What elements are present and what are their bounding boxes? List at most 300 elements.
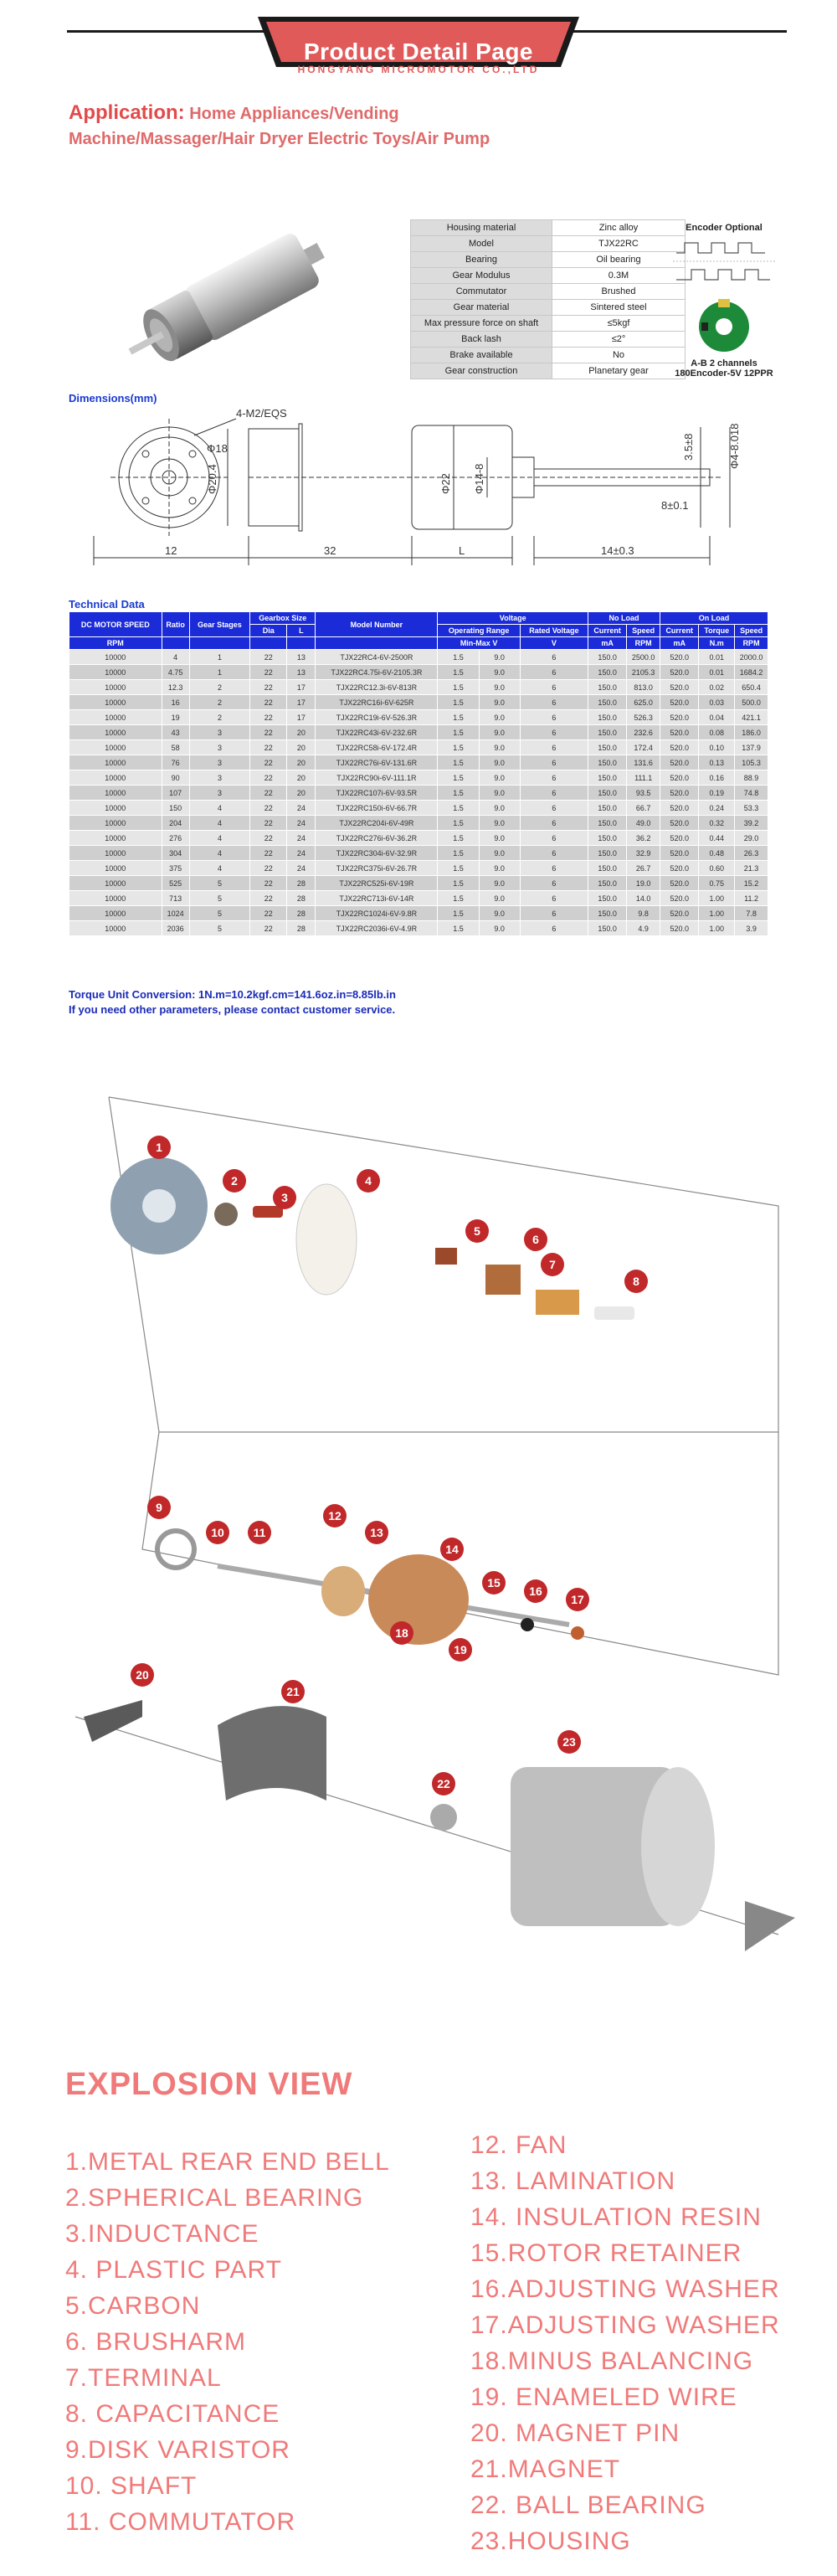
table-cell: 24 [287, 846, 316, 861]
table-cell: 24 [287, 816, 316, 831]
part-number-label: 21 [286, 1685, 300, 1698]
table-cell: 58 [162, 740, 189, 755]
spec-value: 0.3M [552, 268, 686, 284]
table-cell: 14.0 [627, 891, 660, 906]
encoder-caption2: 180Encoder-5V 12PPR [675, 368, 773, 379]
table-cell: 10000 [69, 876, 162, 891]
table-cell: 5 [189, 876, 249, 891]
part-item: 2.SPHERICAL BEARING [65, 2184, 364, 2212]
page-title: Product Detail Page [303, 39, 533, 64]
spec-value: ≤2° [552, 332, 686, 348]
table-cell: 421.1 [735, 710, 768, 725]
table-cell: 520.0 [660, 650, 699, 665]
table-cell: 19.0 [627, 876, 660, 891]
table-cell: 0.02 [699, 680, 735, 695]
table-cell: 3 [189, 740, 249, 755]
table-cell: 20 [287, 725, 316, 740]
table-cell: 520.0 [660, 740, 699, 755]
table-cell: 6 [520, 876, 588, 891]
table-cell: 0.48 [699, 846, 735, 861]
spec-key: Gear Modulus [411, 268, 552, 284]
encoder-caption1: A-B 2 channels [691, 358, 757, 368]
table-cell: TJX22RC12.3i-6V-813R [316, 680, 438, 695]
table-cell: 28 [287, 876, 316, 891]
table-cell: 525 [162, 876, 189, 891]
table-cell: 22 [250, 891, 287, 906]
table-row [69, 786, 768, 801]
table-cell: 4.9 [627, 921, 660, 936]
table-cell: 520.0 [660, 695, 699, 710]
table-cell: 105.3 [735, 755, 768, 770]
part-item: 4. PLASTIC PART [65, 2256, 282, 2284]
th-current2: Current [660, 625, 699, 637]
table-row [69, 846, 768, 861]
table-cell: 2 [189, 680, 249, 695]
table-cell: 150.0 [588, 770, 627, 786]
table-cell: 9.0 [479, 650, 520, 665]
dim-h8-label: 8±0.1 [661, 499, 689, 512]
table-cell: 4 [189, 846, 249, 861]
th-op: Operating Range [438, 625, 520, 637]
table-cell: 22 [250, 665, 287, 680]
table-cell: 10000 [69, 770, 162, 786]
table-cell: 6 [520, 680, 588, 695]
spec-value: ≤5kgf [552, 316, 686, 332]
dim-s35-label: 3.5±8 [682, 433, 695, 461]
dim-w32-label: 32 [324, 544, 336, 557]
dim-d22-label: Φ22 [439, 473, 452, 494]
table-cell: TJX22RC204i-6V-49R [316, 816, 438, 831]
table-cell: 10000 [69, 695, 162, 710]
explosion-diagram [59, 1080, 795, 1985]
part-number-label: 9 [156, 1501, 162, 1514]
table-cell: 19 [162, 710, 189, 725]
table-cell: 10000 [69, 816, 162, 831]
th-voltage: Voltage [438, 612, 588, 625]
th-unit-nm: N.m [699, 637, 735, 650]
dimensions-label: Dimensions(mm) [69, 392, 157, 404]
table-cell: 1024 [162, 906, 189, 921]
table-cell: 9.0 [479, 755, 520, 770]
table-cell: 20 [287, 770, 316, 786]
table-cell: 9.0 [479, 695, 520, 710]
table-cell: TJX22RC16i-6V-625R [316, 695, 438, 710]
table-cell: 137.9 [735, 740, 768, 755]
table-cell: 4 [189, 831, 249, 846]
table-cell: 131.6 [627, 755, 660, 770]
table-cell: 36.2 [627, 831, 660, 846]
table-cell: TJX22RC276i-6V-36.2R [316, 831, 438, 846]
table-cell: 9.0 [479, 921, 520, 936]
part-number-label: 5 [474, 1224, 480, 1238]
part-number-label: 12 [328, 1509, 341, 1522]
table-row [69, 891, 768, 906]
table-cell: 500.0 [735, 695, 768, 710]
table-cell: 24 [287, 831, 316, 846]
table-cell: 9.0 [479, 740, 520, 755]
table-cell: 26.7 [627, 861, 660, 876]
th-speed: Speed [627, 625, 660, 637]
table-cell: 1.5 [438, 846, 479, 861]
table-cell: 10000 [69, 650, 162, 665]
table-cell: 1.5 [438, 891, 479, 906]
th-unit-rpm2: RPM [627, 637, 660, 650]
table-cell: 6 [520, 755, 588, 770]
table-cell: 150.0 [588, 725, 627, 740]
table-row [69, 710, 768, 725]
table-cell: 39.2 [735, 816, 768, 831]
table-cell: 10000 [69, 921, 162, 936]
table-cell: 150.0 [588, 786, 627, 801]
part-item: 13. LAMINATION [470, 2167, 676, 2195]
table-cell: 1.5 [438, 801, 479, 816]
th-unit-ma2: mA [660, 637, 699, 650]
table-cell: 22 [250, 846, 287, 861]
table-cell: 6 [520, 710, 588, 725]
table-cell: 28 [287, 921, 316, 936]
part-item: 1.METAL REAR END BELL [65, 2148, 390, 2176]
part-item: 22. BALL BEARING [470, 2491, 706, 2519]
table-cell: 10000 [69, 786, 162, 801]
table-cell: TJX22RC107i-6V-93.5R [316, 786, 438, 801]
table-cell: 6 [520, 846, 588, 861]
table-cell: 650.4 [735, 680, 768, 695]
table-cell: 276 [162, 831, 189, 846]
part-number-label: 13 [370, 1526, 383, 1539]
table-cell: 9.0 [479, 680, 520, 695]
table-cell: 22 [250, 710, 287, 725]
table-cell: 4 [189, 861, 249, 876]
application-line2: Machine/Massager/Hair Dryer Electric Toys/Air Pump [69, 130, 490, 148]
table-cell: 1.5 [438, 665, 479, 680]
table-cell: 10000 [69, 801, 162, 816]
table-cell: 22 [250, 921, 287, 936]
part-item: 12. FAN [470, 2131, 567, 2159]
spec-key: Model [411, 236, 552, 252]
technical-data-label: Technical Data [69, 598, 145, 611]
contact-note: If you need other parameters, please contact customer service. [69, 1003, 396, 1016]
table-cell: 9.0 [479, 906, 520, 921]
encoder-waveform-icon [670, 236, 778, 295]
table-row [69, 650, 768, 665]
table-cell: 150.0 [588, 710, 627, 725]
technical-data-table [69, 611, 768, 936]
table-cell: 0.10 [699, 740, 735, 755]
table-cell: 10000 [69, 710, 162, 725]
table-cell: 9.0 [479, 831, 520, 846]
th-unit-v: V [520, 637, 588, 650]
table-cell: 0.32 [699, 816, 735, 831]
table-cell: 10000 [69, 725, 162, 740]
application-line1: Home Appliances/Vending [189, 105, 399, 123]
table-cell: 9.0 [479, 665, 520, 680]
table-cell: 3 [189, 755, 249, 770]
table-cell: 20 [287, 755, 316, 770]
spec-value: Planetary gear [552, 363, 686, 379]
table-cell: 6 [520, 831, 588, 846]
part-number-label: 22 [437, 1777, 450, 1790]
table-cell: 150.0 [588, 921, 627, 936]
table-cell: 43 [162, 725, 189, 740]
table-cell: 1.5 [438, 650, 479, 665]
table-row [69, 725, 768, 740]
table-cell: 1.5 [438, 725, 479, 740]
part-item: 17.ADJUSTING WASHER [470, 2311, 780, 2339]
table-cell: 28 [287, 906, 316, 921]
table-cell: 22 [250, 770, 287, 786]
table-cell: 29.0 [735, 831, 768, 846]
table-cell: 150.0 [588, 891, 627, 906]
table-cell: 13 [287, 665, 316, 680]
table-cell: 6 [520, 740, 588, 755]
table-cell: 4 [189, 816, 249, 831]
table-cell: 520.0 [660, 831, 699, 846]
part-item: 11. COMMUTATOR [65, 2508, 296, 2536]
table-cell: 1.00 [699, 921, 735, 936]
table-cell: 1.5 [438, 695, 479, 710]
torque-conversion-note: Torque Unit Conversion: 1N.m=10.2kgf.cm=141.6oz.in=8.85lb.in [69, 988, 396, 1001]
table-cell: 4 [189, 801, 249, 816]
table-cell: 625.0 [627, 695, 660, 710]
table-cell: 22 [250, 831, 287, 846]
part-number-label: 3 [281, 1191, 288, 1204]
table-cell: 6 [520, 725, 588, 740]
table-cell: 74.8 [735, 786, 768, 801]
table-cell: 150.0 [588, 740, 627, 755]
table-cell: 0.60 [699, 861, 735, 876]
part-item: 3.INDUCTANCE [65, 2220, 259, 2248]
table-cell: 1.5 [438, 876, 479, 891]
table-cell: 150.0 [588, 665, 627, 680]
table-cell: 22 [250, 650, 287, 665]
table-cell: 1.5 [438, 906, 479, 921]
parts-list-right [470, 2127, 780, 2559]
table-cell: 12.3 [162, 680, 189, 695]
table-cell: 150.0 [588, 801, 627, 816]
part-number-label: 19 [454, 1643, 467, 1656]
part-item: 9.DISK VARISTOR [65, 2436, 290, 2464]
table-cell: 21.3 [735, 861, 768, 876]
table-cell: 2000.0 [735, 650, 768, 665]
table-cell: 1.00 [699, 891, 735, 906]
application-label: Application: [69, 101, 185, 124]
table-cell: 1.00 [699, 906, 735, 921]
table-cell: 5 [189, 921, 249, 936]
spec-value: Sintered steel [552, 300, 686, 316]
table-cell: 9.0 [479, 861, 520, 876]
table-row [69, 755, 768, 770]
table-cell: 17 [287, 710, 316, 725]
dim-L-label: L [459, 544, 465, 557]
table-cell: 520.0 [660, 816, 699, 831]
th-torque: Torque [699, 625, 735, 637]
table-cell: 150.0 [588, 906, 627, 921]
table-cell: 150.0 [588, 846, 627, 861]
th-speed2: Speed [735, 625, 768, 637]
table-cell: 24 [287, 861, 316, 876]
table-cell: 520.0 [660, 786, 699, 801]
dim-holes-label: 4-M2/EQS [236, 407, 287, 420]
table-cell: 150.0 [588, 695, 627, 710]
spec-key: Commutator [411, 284, 552, 300]
table-cell: 1.5 [438, 770, 479, 786]
part-item: 5.CARBON [65, 2292, 201, 2320]
table-cell: 24 [287, 801, 316, 816]
table-cell: 22 [250, 801, 287, 816]
table-cell: 22 [250, 906, 287, 921]
table-cell: 17 [287, 680, 316, 695]
part-item: 14. INSULATION RESIN [470, 2203, 762, 2231]
table-cell: 1.5 [438, 740, 479, 755]
table-cell: 6 [520, 665, 588, 680]
table-cell: 0.16 [699, 770, 735, 786]
table-cell: 10000 [69, 906, 162, 921]
table-row [69, 801, 768, 816]
table-cell: 150 [162, 801, 189, 816]
table-cell: 813.0 [627, 680, 660, 695]
table-cell: 1.5 [438, 816, 479, 831]
th-dc: DC MOTOR SPEED [69, 612, 162, 637]
table-cell: 1 [189, 650, 249, 665]
table-cell: 93.5 [627, 786, 660, 801]
table-cell: 0.44 [699, 831, 735, 846]
spec-value: Zinc alloy [552, 220, 686, 236]
table-cell: 6 [520, 921, 588, 936]
table-cell: 3 [189, 770, 249, 786]
table-cell: 520.0 [660, 846, 699, 861]
table-cell: 1 [189, 665, 249, 680]
th-l: L [287, 625, 316, 637]
table-cell: 9.0 [479, 891, 520, 906]
table-cell: 22 [250, 755, 287, 770]
table-cell: 10000 [69, 846, 162, 861]
table-cell: 3.9 [735, 921, 768, 936]
part-item: 8. CAPACITANCE [65, 2400, 280, 2428]
table-cell: 22 [250, 725, 287, 740]
table-cell: 9.0 [479, 710, 520, 725]
part-number-label: 4 [365, 1174, 372, 1188]
part-item: 19. ENAMELED WIRE [470, 2383, 737, 2411]
part-number-label: 7 [549, 1258, 556, 1271]
table-cell: 526.3 [627, 710, 660, 725]
table-cell: TJX22RC4.75i-6V-2105.3R [316, 665, 438, 680]
table-cell: 16 [162, 695, 189, 710]
company-name: HONGYANG MICROMOTOR CO.,LTD [297, 64, 540, 75]
part-item: 15.ROTOR RETAINER [470, 2239, 742, 2267]
table-cell: 0.24 [699, 801, 735, 816]
table-cell: 9.8 [627, 906, 660, 921]
table-cell: 2105.3 [627, 665, 660, 680]
table-cell: 76 [162, 755, 189, 770]
encoder-board-icon [695, 297, 753, 356]
table-cell: 10000 [69, 755, 162, 770]
table-cell: 172.4 [627, 740, 660, 755]
table-cell: 2 [189, 710, 249, 725]
spec-key: Back lash [411, 332, 552, 348]
table-cell: 22 [250, 876, 287, 891]
spec-key: Max pressure force on shaft [411, 316, 552, 332]
part-item: 7.TERMINAL [65, 2364, 222, 2392]
table-cell: 520.0 [660, 725, 699, 740]
application-text [69, 100, 772, 152]
dim-d18-label: Φ18 [207, 442, 228, 455]
table-row [69, 861, 768, 876]
spec-value: TJX22RC [552, 236, 686, 252]
table-cell: 10000 [69, 680, 162, 695]
spec-value: No [552, 348, 686, 363]
table-cell: 6 [520, 650, 588, 665]
table-cell: 22 [250, 695, 287, 710]
table-cell: 22 [250, 740, 287, 755]
table-cell: 22 [250, 786, 287, 801]
table-cell: 1.5 [438, 831, 479, 846]
table-cell: 10000 [69, 831, 162, 846]
table-row [69, 876, 768, 891]
table-cell: 6 [520, 816, 588, 831]
table-cell: 204 [162, 816, 189, 831]
table-cell: 520.0 [660, 710, 699, 725]
table-cell: 111.1 [627, 770, 660, 786]
dimension-drawing [69, 402, 768, 578]
table-cell: 9.0 [479, 801, 520, 816]
table-cell: 0.03 [699, 695, 735, 710]
table-cell: 520.0 [660, 891, 699, 906]
table-cell: 520.0 [660, 665, 699, 680]
table-cell: 49.0 [627, 816, 660, 831]
table-cell: 5 [189, 906, 249, 921]
table-cell: 520.0 [660, 755, 699, 770]
table-row [69, 680, 768, 695]
dim-w14-label: 14±0.3 [601, 544, 634, 557]
table-cell: 22 [250, 861, 287, 876]
spec-value: Oil bearing [552, 252, 686, 268]
table-cell: 375 [162, 861, 189, 876]
table-cell: 32.9 [627, 846, 660, 861]
table-cell: 0.01 [699, 650, 735, 665]
table-cell: 2 [189, 695, 249, 710]
table-cell: 26.3 [735, 846, 768, 861]
table-row [69, 770, 768, 786]
table-cell: 22 [250, 816, 287, 831]
table-cell: 7.8 [735, 906, 768, 921]
table-cell: 6 [520, 801, 588, 816]
table-cell: 11.2 [735, 891, 768, 906]
table-cell: 3 [189, 786, 249, 801]
table-cell: 17 [287, 695, 316, 710]
table-cell: TJX22RC1024i-6V-9.8R [316, 906, 438, 921]
table-cell: 4 [162, 650, 189, 665]
table-cell: 0.13 [699, 755, 735, 770]
part-number-label: 16 [529, 1584, 542, 1598]
table-cell: 6 [520, 695, 588, 710]
part-item: 6. BRUSHARM [65, 2328, 247, 2356]
table-cell: 520.0 [660, 861, 699, 876]
table-cell: 20 [287, 786, 316, 801]
table-cell: TJX22RC90i-6V-111.1R [316, 770, 438, 786]
th-current: Current [588, 625, 627, 637]
table-row [69, 906, 768, 921]
table-cell: TJX22RC43i-6V-232.6R [316, 725, 438, 740]
table-cell: 520.0 [660, 801, 699, 816]
table-row [69, 665, 768, 680]
table-cell: 4.75 [162, 665, 189, 680]
table-cell: TJX22RC58i-6V-172.4R [316, 740, 438, 755]
table-cell: 150.0 [588, 680, 627, 695]
part-number-label: 23 [562, 1735, 576, 1749]
encoder-title: Encoder Optional [686, 223, 763, 233]
table-cell: 520.0 [660, 906, 699, 921]
table-cell: 1.5 [438, 861, 479, 876]
